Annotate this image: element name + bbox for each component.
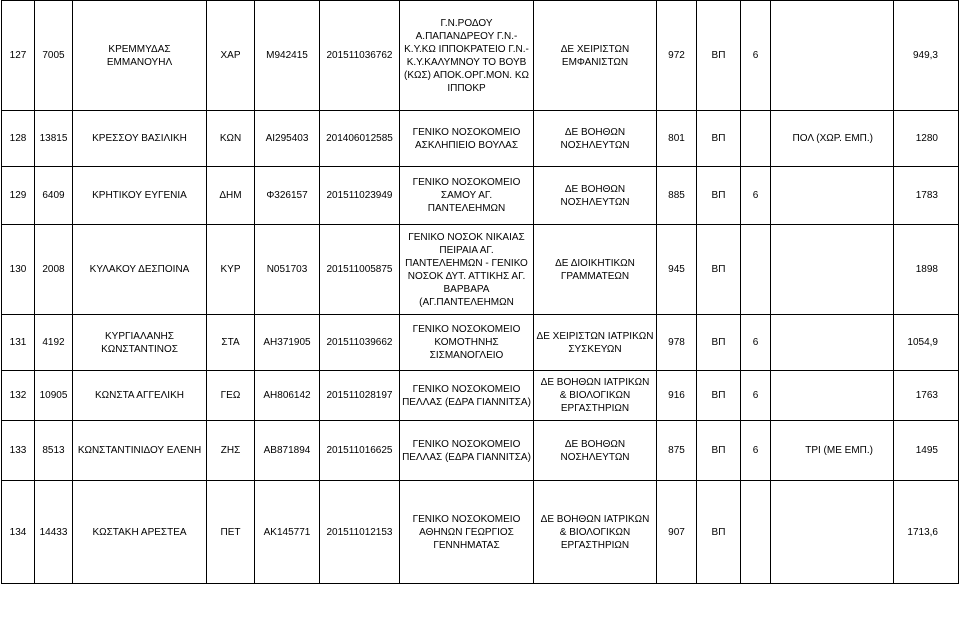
cell-score: 1763: [894, 371, 959, 421]
cell-note: [771, 1, 894, 111]
cell-father: ΧΑΡ: [207, 1, 255, 111]
cell-hospital: ΓΕΝΙΚΟ ΝΟΣΟΚΟΜΕΙΟ ΑΣΚΛΗΠΙΕΙΟ ΒΟΥΛΑΣ: [400, 111, 534, 167]
cell-registration: 201511023949: [320, 167, 400, 225]
cell-points: 907: [657, 481, 697, 584]
cell-note: ΠΟΛ (ΧΩΡ. ΕΜΠ.): [771, 111, 894, 167]
candidates-table: [1, 0, 959, 584]
cell-type: ΒΠ: [697, 167, 741, 225]
cell-id-number: Φ326157: [255, 167, 320, 225]
cell-name: ΚΩΝΣΤΑΝΤΙΝΙΔΟΥ ΕΛΕΝΗ: [73, 421, 207, 481]
cell-no: 131: [2, 315, 35, 371]
cell-note: [771, 315, 894, 371]
cell-score: 1054,9: [894, 315, 959, 371]
cell-code: 2008: [35, 225, 73, 315]
cell-type: ΒΠ: [697, 225, 741, 315]
cell-specialty: ΔΕ ΧΕΙΡΙΣΤΩΝ ΙΑΤΡΙΚΩΝ ΣΥΣΚΕΥΩΝ: [534, 315, 657, 371]
cell-registration: 201511028197: [320, 371, 400, 421]
cell-score: 949,3: [894, 1, 959, 111]
cell-father: ΔΗΜ: [207, 167, 255, 225]
table-row: [2, 111, 959, 167]
cell-hospital: ΓΕΝΙΚΟ ΝΟΣΟΚΟΜΕΙΟ ΚΟΜΟΤΗΝΗΣ ΣΙΣΜΑΝΟΓΛΕΙΟ: [400, 315, 534, 371]
cell-points: 801: [657, 111, 697, 167]
cell-score: 1495: [894, 421, 959, 481]
cell-father: ΖΗΣ: [207, 421, 255, 481]
cell-father: ΚΩΝ: [207, 111, 255, 167]
cell-name: ΚΡΕΜΜΥΔΑΣ ΕΜΜΑΝΟΥΗΛ: [73, 1, 207, 111]
cell-category: [741, 111, 771, 167]
cell-category: 6: [741, 1, 771, 111]
cell-points: 916: [657, 371, 697, 421]
cell-no: 132: [2, 371, 35, 421]
cell-score: 1280: [894, 111, 959, 167]
cell-hospital: ΓΕΝΙΚΟ ΝΟΣΟΚΟΜΕΙΟ ΠΕΛΛΑΣ (ΕΔΡΑ ΓΙΑΝΝΙΤΣΑ): [400, 421, 534, 481]
cell-name: ΚΩΝΣΤΑ ΑΓΓΕΛΙΚΗ: [73, 371, 207, 421]
cell-category: 6: [741, 315, 771, 371]
cell-specialty: ΔΕ ΒΟΗΘΩΝ ΝΟΣΗΛΕΥΤΩΝ: [534, 167, 657, 225]
cell-category: 6: [741, 421, 771, 481]
cell-points: 885: [657, 167, 697, 225]
cell-code: 6409: [35, 167, 73, 225]
cell-type: ΒΠ: [697, 315, 741, 371]
table-row: [2, 421, 959, 481]
cell-registration: 201511016625: [320, 421, 400, 481]
cell-father: ΓΕΩ: [207, 371, 255, 421]
cell-points: 875: [657, 421, 697, 481]
cell-points: 972: [657, 1, 697, 111]
table-row: [2, 1, 959, 111]
cell-name: ΚΥΛΑΚΟΥ ΔΕΣΠΟΙΝΑ: [73, 225, 207, 315]
cell-registration: 201511012153: [320, 481, 400, 584]
cell-category: 6: [741, 371, 771, 421]
cell-id-number: ΑΗ371905: [255, 315, 320, 371]
cell-name: ΚΡΗΤΙΚΟΥ ΕΥΓΕΝΙΑ: [73, 167, 207, 225]
cell-no: 130: [2, 225, 35, 315]
cell-specialty: ΔΕ ΒΟΗΘΩΝ ΙΑΤΡΙΚΩΝ & ΒΙΟΛΟΓΙΚΩΝ ΕΡΓΑΣΤΗΡΙΩΝ: [534, 481, 657, 584]
cell-score: 1783: [894, 167, 959, 225]
table-row: [2, 371, 959, 421]
cell-id-number: ΑΚ145771: [255, 481, 320, 584]
cell-code: 13815: [35, 111, 73, 167]
cell-type: ΒΠ: [697, 481, 741, 584]
cell-name: ΚΩΣΤΑΚΗ ΑΡΕΣΤΕΑ: [73, 481, 207, 584]
cell-no: 127: [2, 1, 35, 111]
cell-note: [771, 167, 894, 225]
cell-category: [741, 481, 771, 584]
cell-hospital: Γ.Ν.ΡΟΔΟΥ Α.ΠΑΠΑΝΔΡΕΟΥ Γ.Ν.-Κ.Υ.ΚΩ ΙΠΠΟΚΡΑΤΕΙΟ Γ.Ν.-Κ.Υ.ΚΑΛΥΜΝΟΥ ΤΟ ΒΟΥΒ (ΚΩΣ) ΑΠΟΚ.ΟΡΓ.ΜΟΝ. ΚΩ ΙΠΠΟΚΡ: [400, 1, 534, 111]
cell-type: ΒΠ: [697, 1, 741, 111]
cell-hospital: ΓΕΝΙΚΟ ΝΟΣΟΚΟΜΕΙΟ ΑΘΗΝΩΝ ΓΕΩΡΓΙΟΣ ΓΕΝΝΗΜΑΤΑΣ: [400, 481, 534, 584]
cell-name: ΚΡΕΣΣΟΥ ΒΑΣΙΛΙΚΗ: [73, 111, 207, 167]
cell-note: [771, 225, 894, 315]
cell-points: 945: [657, 225, 697, 315]
cell-note: [771, 481, 894, 584]
cell-registration: 201406012585: [320, 111, 400, 167]
cell-registration: 201511039662: [320, 315, 400, 371]
cell-hospital: ΓΕΝΙΚΟ ΝΟΣΟΚΟΜΕΙΟ ΣΑΜΟΥ ΑΓ. ΠΑΝΤΕΛΕΗΜΩΝ: [400, 167, 534, 225]
cell-father: ΠΕΤ: [207, 481, 255, 584]
cell-type: ΒΠ: [697, 111, 741, 167]
cell-specialty: ΔΕ ΔΙΟΙΚΗΤΙΚΩΝ ΓΡΑΜΜΑΤΕΩΝ: [534, 225, 657, 315]
table-row: [2, 315, 959, 371]
table-row: [2, 225, 959, 315]
cell-specialty: ΔΕ ΒΟΗΘΩΝ ΝΟΣΗΛΕΥΤΩΝ: [534, 111, 657, 167]
cell-specialty: ΔΕ ΒΟΗΘΩΝ ΝΟΣΗΛΕΥΤΩΝ: [534, 421, 657, 481]
cell-code: 10905: [35, 371, 73, 421]
cell-code: 4192: [35, 315, 73, 371]
cell-id-number: Ν051703: [255, 225, 320, 315]
table-row: [2, 167, 959, 225]
cell-code: 14433: [35, 481, 73, 584]
cell-type: ΒΠ: [697, 371, 741, 421]
cell-hospital: ΓΕΝΙΚΟ ΝΟΣΟΚ ΝΙΚΑΙΑΣ ΠΕΙΡΑΙΑ ΑΓ. ΠΑΝΤΕΛΕΗΜΩΝ - ΓΕΝΙΚΟ ΝΟΣΟΚ ΔΥΤ. ΑΤΤΙΚΗΣ ΑΓ. ΒΑΡΒΑΡΑ (ΑΓ.ΠΑΝΤΕΛΕΗΜΩΝ: [400, 225, 534, 315]
cell-registration: 201511005875: [320, 225, 400, 315]
cell-category: [741, 225, 771, 315]
cell-id-number: ΑΗ806142: [255, 371, 320, 421]
cell-score: 1898: [894, 225, 959, 315]
table-row: [2, 481, 959, 584]
cell-code: 7005: [35, 1, 73, 111]
cell-father: ΚΥΡ: [207, 225, 255, 315]
cell-no: 133: [2, 421, 35, 481]
cell-no: 128: [2, 111, 35, 167]
cell-id-number: ΑΙ295403: [255, 111, 320, 167]
cell-no: 129: [2, 167, 35, 225]
cell-code: 8513: [35, 421, 73, 481]
cell-note: [771, 371, 894, 421]
cell-id-number: ΑΒ871894: [255, 421, 320, 481]
cell-points: 978: [657, 315, 697, 371]
cell-type: ΒΠ: [697, 421, 741, 481]
cell-father: ΣΤΑ: [207, 315, 255, 371]
cell-specialty: ΔΕ ΒΟΗΘΩΝ ΙΑΤΡΙΚΩΝ & ΒΙΟΛΟΓΙΚΩΝ ΕΡΓΑΣΤΗΡΙΩΝ: [534, 371, 657, 421]
cell-hospital: ΓΕΝΙΚΟ ΝΟΣΟΚΟΜΕΙΟ ΠΕΛΛΑΣ (ΕΔΡΑ ΓΙΑΝΝΙΤΣΑ): [400, 371, 534, 421]
cell-category: 6: [741, 167, 771, 225]
cell-registration: 201511036762: [320, 1, 400, 111]
cell-specialty: ΔΕ ΧΕΙΡΙΣΤΩΝ ΕΜΦΑΝΙΣΤΩΝ: [534, 1, 657, 111]
cell-no: 134: [2, 481, 35, 584]
cell-id-number: Μ942415: [255, 1, 320, 111]
cell-note: ΤΡΙ (ΜΕ ΕΜΠ.): [771, 421, 894, 481]
cell-name: ΚΥΡΓΙΑΛΑΝΗΣ ΚΩΝΣΤΑΝΤΙΝΟΣ: [73, 315, 207, 371]
cell-score: 1713,6: [894, 481, 959, 584]
